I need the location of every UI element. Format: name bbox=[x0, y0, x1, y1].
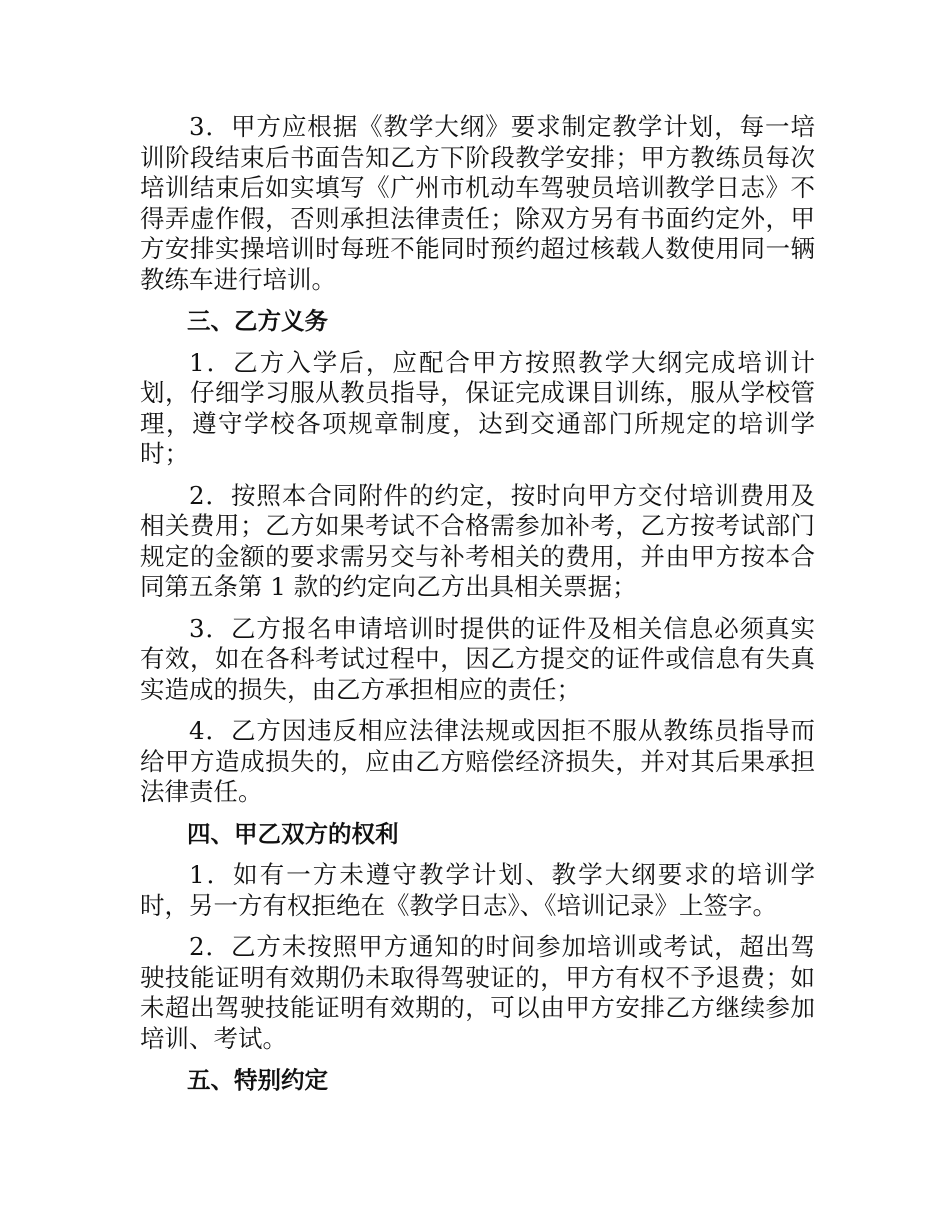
paragraph-rights-1: 1．如有一方未遵守教学计划、教学大纲要求的培训学时，另一方有权拒绝在《教学日志》、《培训记录》上签字。 bbox=[140, 860, 815, 920]
paragraph-party-b-obligation-4: 4．乙方因违反相应法律法规或因拒不服从教练员指导而给甲方造成损失的，应由乙方赔偿经济损失，并对其后果承担法律责任。 bbox=[140, 716, 815, 806]
paragraph-rights-2: 2．乙方未按照甲方通知的时间参加培训或考试，超出驾驶技能证明有效期仍未取得驾驶证的，甲方有权不予退费；如未超出驾驶技能证明有效期的，可以由甲方安排乙方继续参加培训、考试。 bbox=[140, 932, 815, 1053]
section-heading-party-b-obligations: 三、乙方义务 bbox=[187, 307, 328, 335]
document-page bbox=[140, 112, 815, 1107]
paragraph-party-b-obligation-2: 2．按照本合同附件的约定，按时向甲方交付培训费用及相关费用；乙方如果考试不合格需参加补考，乙方按考试部门规定的金额的要求需另交与补考相关的费用，并由甲方按本合同第五条第 1 款的约定向乙方出具相关票据； bbox=[140, 480, 815, 601]
paragraph-party-b-obligation-1: 1．乙方入学后，应配合甲方按照教学大纲完成培训计划，仔细学习服从教员指导，保证完成课目训练，服从学校管理，遵守学校各项规章制度，达到交通部门所规定的培训学时； bbox=[140, 347, 815, 468]
section-heading-special-agreement: 五、特别约定 bbox=[187, 1066, 328, 1094]
section-heading-rights: 四、甲乙双方的权利 bbox=[187, 819, 399, 848]
paragraph-obligation-3-party-a: 3．甲方应根据《教学大纲》要求制定教学计划，每一培训阶段结束后书面告知乙方下阶段教学安排；甲方教练员每次培训结束后如实填写《广州市机动车驾驶员培训教学日志》不得弄虚作假，否则承担法律责任；除双方另有书面约定外，甲方安排实操培训时每班不能同时预约超过核载人数使用同一辆教练车进行培训。 bbox=[140, 112, 815, 294]
paragraph-party-b-obligation-3: 3．乙方报名申请培训时提供的证件及相关信息必须真实有效，如在各科考试过程中，因乙方提交的证件或信息有失真实造成的损失，由乙方承担相应的责任； bbox=[140, 613, 815, 704]
